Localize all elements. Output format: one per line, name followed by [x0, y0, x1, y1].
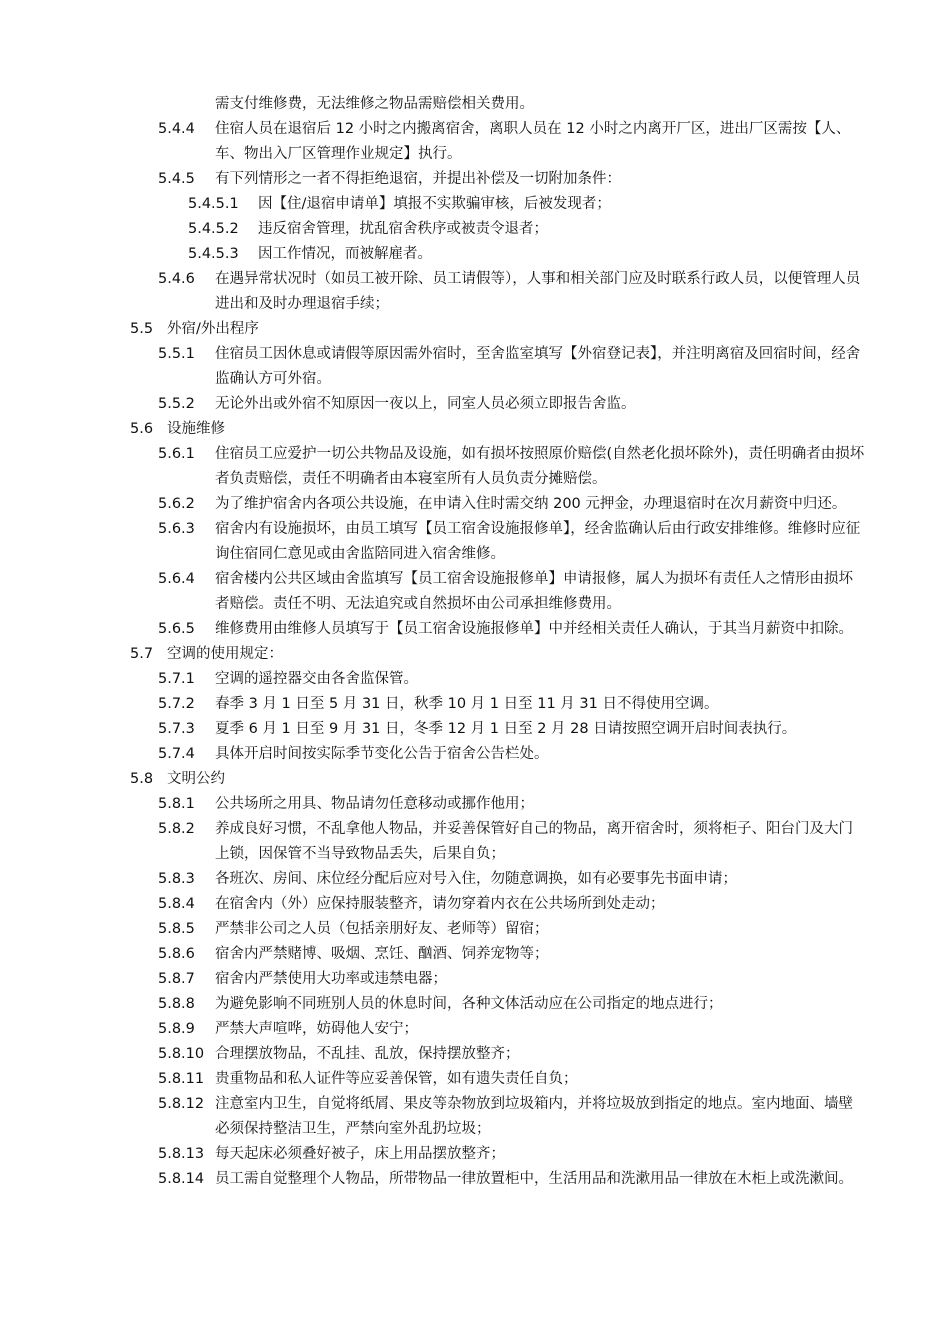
- clause-text: 春季 3 月 1 日至 5 月 31 日，秋季 10 月 1 日至 11 月 31 日不得使用空调。: [215, 696, 719, 712]
- clause-number: 5.8.10: [158, 1046, 205, 1062]
- clause-row: [0, 817, 950, 867]
- clause-row: [0, 767, 950, 792]
- clause-row: [0, 1017, 950, 1042]
- clause-text: 注意室内卫生，自觉将纸屑、果皮等杂物放到垃圾箱内，并将垃圾放到指定的地点。室内地面、墙壁必须保持整洁卫生，严禁向室外乱扔垃圾；: [215, 1096, 853, 1137]
- clause-number: 5.7.2: [158, 696, 195, 712]
- clause-text: 公共场所之用具、物品请勿任意移动或挪作他用；: [215, 796, 534, 812]
- clause-row: [0, 1167, 950, 1192]
- clause-text: 需支付维修费，无法维修之物品需赔偿相关费用。: [215, 96, 534, 112]
- clause-row: [0, 617, 950, 642]
- clause-text: 各班次、房间、床位经分配后应对号入住，勿随意调换，如有必要事先书面申请；: [215, 871, 737, 887]
- clause-row: [0, 942, 950, 967]
- clause-text: 设施维修: [167, 421, 225, 437]
- clause-number: 5.8.7: [158, 971, 195, 987]
- clause-number: 5.8.14: [158, 1171, 205, 1187]
- clause-text: 养成良好习惯，不乱拿他人物品，并妥善保管好自己的物品，离开宿舍时，须将柜子、阳台门及大门上锁，因保管不当导致物品丢失，后果自负；: [215, 821, 853, 862]
- clause-text: 因【住/退宿申请单】填报不实欺骗审核，后被发现者；: [258, 196, 611, 212]
- clause-number: 5.8: [130, 771, 154, 787]
- clause-row: [0, 1067, 950, 1092]
- clause-row: [0, 967, 950, 992]
- clause-text: 空调的遥控器交由各舍监保管。: [215, 671, 418, 687]
- clause-row: [0, 717, 950, 742]
- clause-number: 5.8.8: [158, 996, 195, 1012]
- clause-number: 5.6.2: [158, 496, 195, 512]
- clause-number: 5.4.5: [158, 171, 195, 187]
- clause-row: [0, 742, 950, 767]
- clause-number: 5.5: [130, 321, 154, 337]
- clause-row: [0, 492, 950, 517]
- clause-text: 贵重物品和私人证件等应妥善保管，如有遗失责任自负；: [215, 1071, 578, 1087]
- clause-row: [0, 267, 950, 317]
- clause-row: [0, 342, 950, 392]
- clause-row: [0, 892, 950, 917]
- clause-number: 5.5.2: [158, 396, 195, 412]
- clause-row: [0, 692, 950, 717]
- clause-number: 5.8.4: [158, 896, 195, 912]
- clause-number: 5.4.5.3: [188, 246, 239, 262]
- clause-row: [0, 517, 950, 567]
- clause-number: 5.8.5: [158, 921, 195, 937]
- clause-number: 5.7.3: [158, 721, 195, 737]
- clause-number: 5.8.2: [158, 821, 195, 837]
- clause-text: 违反宿舍管理，扰乱宿舍秩序或被责令退者；: [258, 221, 548, 237]
- clause-text: 严禁非公司之人员（包括亲朋好友、老师等）留宿；: [215, 921, 549, 937]
- clause-text: 夏季 6 月 1 日至 9 月 31 日，冬季 12 月 1 日至 2 月 28 日请按照空调开启时间表执行。: [215, 721, 797, 737]
- clause-number: 5.6.4: [158, 571, 195, 587]
- clause-row: [0, 417, 950, 442]
- clause-text: 住宿员工因休息或请假等原因需外宿时，至舍监室填写【外宿登记表】，并注明离宿及回宿时间，经舍监确认方可外宿。: [215, 346, 861, 387]
- clause-number: 5.4.5.2: [188, 221, 239, 237]
- clause-row: [0, 1042, 950, 1067]
- clause-text: 在宿舍内（外）应保持服装整齐，请勿穿着内衣在公共场所到处走动；: [215, 896, 665, 912]
- clause-number: 5.6.1: [158, 446, 195, 462]
- clause-text: 员工需自觉整理个人物品，所带物品一律放置柜中，生活用品和洗漱用品一律放在木柜上或洗漱间。: [215, 1171, 853, 1187]
- clause-text: 无论外出或外宿不知原因一夜以上，同室人员必须立即报告舍监。: [215, 396, 636, 412]
- clause-row: [0, 392, 950, 417]
- clause-text: 有下列情形之一者不得拒绝退宿，并提出补偿及一切附加条件：: [215, 171, 621, 187]
- clause-number: 5.5.1: [158, 346, 195, 362]
- clause-text: 文明公约: [167, 771, 225, 787]
- clause-row: [0, 992, 950, 1017]
- clause-row: [0, 317, 950, 342]
- clause-row: [0, 642, 950, 667]
- clause-row: [0, 192, 950, 217]
- clause-row: [0, 442, 950, 492]
- clause-text: 合理摆放物品，不乱挂、乱放，保持摆放整齐；: [215, 1046, 520, 1062]
- clause-row: [0, 92, 950, 117]
- clause-number: 5.8.3: [158, 871, 195, 887]
- clause-row: [0, 917, 950, 942]
- clause-number: 5.8.11: [158, 1071, 205, 1087]
- clause-text: 住宿人员在退宿后 12 小时之内搬离宿舍，离职人员在 12 小时之内离开厂区，进出厂区需按【人、车、物出入厂区管理作业规定】执行。: [215, 121, 851, 162]
- clause-row: [0, 242, 950, 267]
- clause-number: 5.8.6: [158, 946, 195, 962]
- clause-text: 空调的使用规定：: [167, 646, 283, 662]
- clause-text: 严禁大声喧哗，妨碍他人安宁；: [215, 1021, 418, 1037]
- clause-row: [0, 867, 950, 892]
- clause-row: [0, 1092, 950, 1142]
- clause-row: [0, 1142, 950, 1167]
- clause-row: [0, 667, 950, 692]
- clause-text: 维修费用由维修人员填写于【员工宿舍设施报修单】中并经相关责任人确认，于其当月薪资中扣除。: [215, 621, 853, 637]
- clause-row: [0, 117, 950, 167]
- clause-text: 在遇异常状况时（如员工被开除、员工请假等），人事和相关部门应及时联系行政人员，以便管理人员进出和及时办理退宿手续；: [215, 271, 861, 312]
- clause-text: 为了维护宿舍内各项公共设施，在申请入住时需交纳 200 元押金，办理退宿时在次月薪资中归还。: [215, 496, 847, 512]
- clause-text: 为避免影响不同班别人员的休息时间，各种文体活动应在公司指定的地点进行；: [215, 996, 723, 1012]
- clause-number: 5.4.5.1: [188, 196, 239, 212]
- clause-text: 住宿员工应爱护一切公共物品及设施，如有损坏按照原价赔偿(自然老化损坏除外)，责任明确者由损坏者负责赔偿，责任不明确者由本寝室所有人员负责分摊赔偿。: [215, 446, 865, 487]
- document-body: [0, 92, 950, 1192]
- clause-text: 宿舍内严禁赌博、吸烟、烹饪、酗酒、饲养宠物等；: [215, 946, 549, 962]
- clause-text: 每天起床必须叠好被子，床上用品摆放整齐；: [215, 1146, 505, 1162]
- clause-number: 5.8.1: [158, 796, 195, 812]
- clause-number: 5.7: [130, 646, 154, 662]
- clause-number: 5.4.6: [158, 271, 195, 287]
- clause-number: 5.7.4: [158, 746, 195, 762]
- clause-row: [0, 167, 950, 192]
- clause-text: 因工作情况，而被解雇者。: [258, 246, 432, 262]
- clause-number: 5.8.13: [158, 1146, 205, 1162]
- clause-text: 宿舍内有设施损坏，由员工填写【员工宿舍设施报修单】，经舍监确认后由行政安排维修。维修时应征询住宿同仁意见或由舍监陪同进入宿舍维修。: [215, 521, 861, 562]
- clause-number: 5.8.12: [158, 1096, 205, 1112]
- clause-text: 宿舍楼内公共区域由舍监填写【员工宿舍设施报修单】申请报修，属人为损坏有责任人之情形由损坏者赔偿。责任不明、无法追究或自然损坏由公司承担维修费用。: [215, 571, 853, 612]
- clause-row: [0, 217, 950, 242]
- clause-text: 外宿/外出程序: [167, 321, 259, 337]
- clause-text: 宿舍内严禁使用大功率或违禁电器；: [215, 971, 447, 987]
- clause-text: 具体开启时间按实际季节变化公告于宿舍公告栏处。: [215, 746, 549, 762]
- clause-number: 5.4.4: [158, 121, 195, 137]
- clause-row: [0, 567, 950, 617]
- clause-number: 5.6.3: [158, 521, 195, 537]
- clause-number: 5.7.1: [158, 671, 195, 687]
- clause-number: 5.8.9: [158, 1021, 195, 1037]
- clause-number: 5.6: [130, 421, 154, 437]
- clause-number: 5.6.5: [158, 621, 195, 637]
- clause-row: [0, 792, 950, 817]
